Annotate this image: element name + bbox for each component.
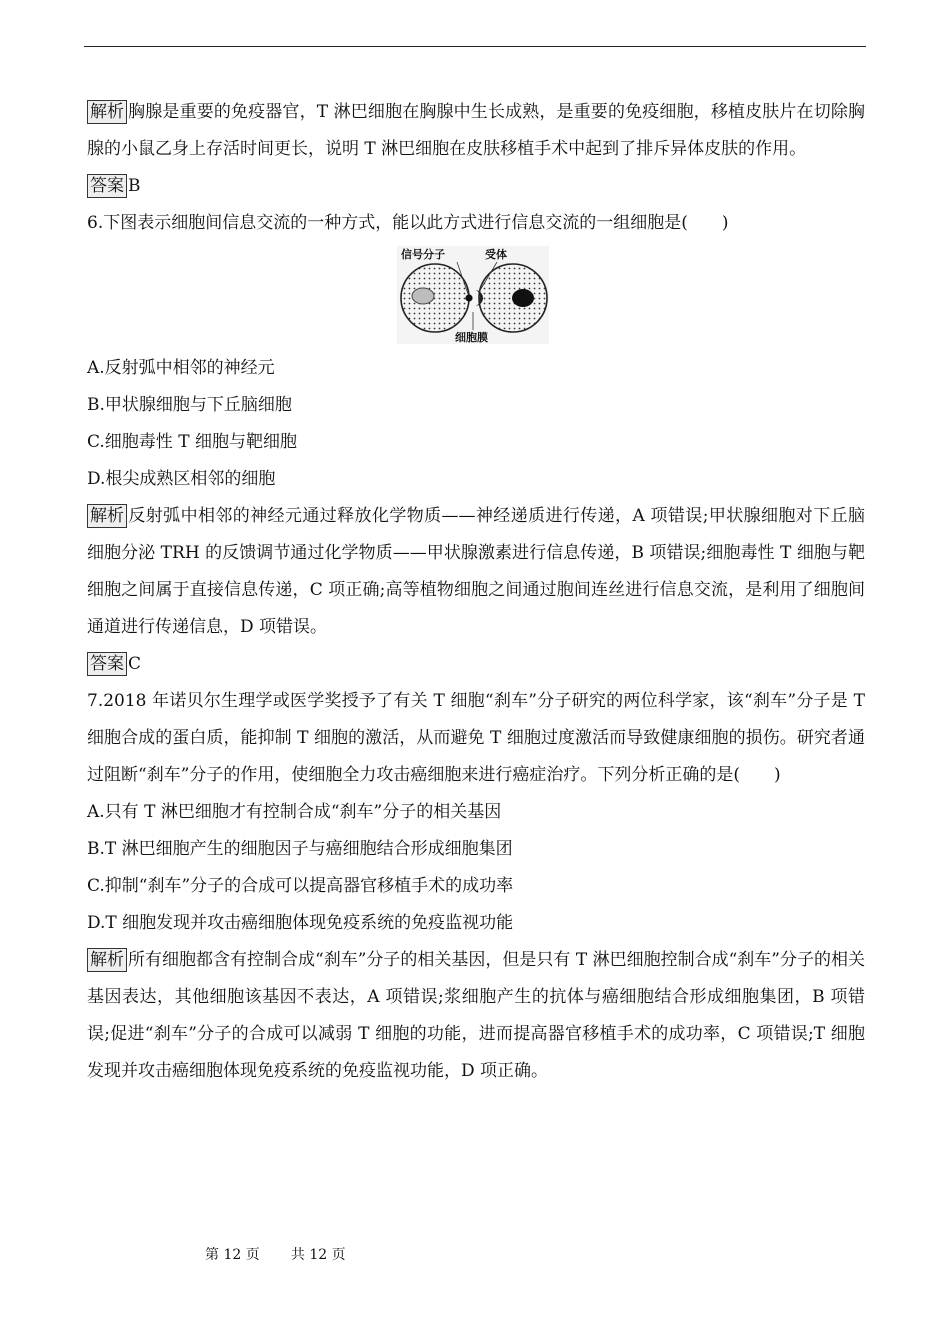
header-rule bbox=[84, 46, 866, 47]
answer-tag: 答案 bbox=[87, 652, 127, 676]
signal-molecule bbox=[465, 294, 472, 301]
document-body bbox=[87, 94, 865, 1090]
left-cell bbox=[401, 264, 469, 332]
q7-question: 7.2018 年诺贝尔生理学或医学奖授予了有关 T 细胞“刹车”分子研究的两位科学家，该“刹车”分子是 T 细胞合成的蛋白质，能抑制 T 细胞的激活，从而避免 T 细胞过度激活而导致健康细胞的损伤。研究者通过阻断“刹车”分子的作用，使细胞全力攻击癌细胞来进行癌症治疗。下列分析正确的是( ) bbox=[87, 691, 865, 785]
q7-option-d: D.T 细胞发现并攻击癌细胞体现免疫系统的免疫监视功能 bbox=[87, 913, 514, 933]
analysis-tag: 解析 bbox=[87, 948, 127, 972]
q6-answer bbox=[87, 646, 865, 683]
q6-answer-value: C bbox=[128, 654, 142, 674]
q6-option-b: B.甲状腺细胞与下丘脑细胞 bbox=[87, 395, 292, 415]
q6-option-c: C.细胞毒性 T 细胞与靶细胞 bbox=[87, 432, 297, 452]
page-footer bbox=[205, 1244, 346, 1264]
analysis-tag: 解析 bbox=[87, 504, 127, 528]
cell-signaling-diagram bbox=[397, 246, 549, 344]
q6-option-d: D.根尖成熟区相邻的细胞 bbox=[87, 469, 276, 489]
q7-analysis-text: 所有细胞都含有控制合成“刹车”分子的相关基因，但是只有 T 淋巴细胞控制合成“刹车”分子的相关基因表达，其他细胞该基因不表达，A 项错误;浆细胞产生的抗体与癌细胞结合形成细胞集团，B 项错误;促进“刹车”分子的合成可以减弱 T 细胞的功能，进而提高器官移植手术的成功率，C 项错误;T 细胞发现并攻击癌细胞体现免疫系统的免疫监视功能，D 项正确。 bbox=[87, 950, 865, 1081]
footer-total-pages: 共 12 页 bbox=[290, 1247, 346, 1263]
label-membrane: 细胞膜 bbox=[455, 331, 488, 344]
q7-analysis bbox=[87, 942, 865, 1090]
q6-analysis bbox=[87, 498, 865, 646]
q5-analysis-text: 胸腺是重要的免疫器官，T 淋巴细胞在胸腺中生长成熟，是重要的免疫细胞，移植皮肤片在切除胸腺的小鼠乙身上存活时间更长，说明 T 淋巴细胞在皮肤移植手术中起到了排斥异体皮肤的作用。 bbox=[87, 102, 865, 159]
q6-option-a: A.反射弧中相邻的神经元 bbox=[87, 358, 275, 378]
label-signal-molecule: 信号分子 bbox=[401, 248, 445, 261]
q5-analysis bbox=[87, 94, 865, 168]
left-nucleus bbox=[412, 288, 434, 304]
footer-page-number: 第 12 页 bbox=[205, 1247, 260, 1263]
label-receptor: 受体 bbox=[485, 248, 507, 261]
q7-option-b: B.T 淋巴细胞产生的细胞因子与癌细胞结合形成细胞集团 bbox=[87, 839, 513, 859]
q6-question: 6.下图表示细胞间信息交流的一种方式，能以此方式进行信息交流的一组细胞是( ) bbox=[87, 213, 729, 233]
q5-answer bbox=[87, 168, 865, 205]
answer-tag: 答案 bbox=[87, 174, 127, 198]
q7-option-c: C.抑制“刹车”分子的合成可以提高器官移植手术的成功率 bbox=[87, 876, 514, 896]
q7-option-a: A.只有 T 淋巴细胞才有控制合成“刹车”分子的相关基因 bbox=[87, 802, 502, 822]
q5-answer-value: B bbox=[128, 176, 141, 196]
analysis-tag: 解析 bbox=[87, 100, 127, 124]
q6-analysis-text: 反射弧中相邻的神经元通过释放化学物质——神经递质进行传递，A 项错误;甲状腺细胞对下丘脑细胞分泌 TRH 的反馈调节通过化学物质——甲状腺激素进行信息传递，B 项错误;细胞毒性 T 细胞与靶细胞之间属于直接信息传递，C 项正确;高等植物细胞之间通过胞间连丝进行信息交流，是利用了细胞间通道进行传递信息，D 项错误。 bbox=[87, 506, 865, 637]
right-nucleus bbox=[512, 289, 534, 307]
cell-signaling-figure bbox=[397, 246, 549, 344]
